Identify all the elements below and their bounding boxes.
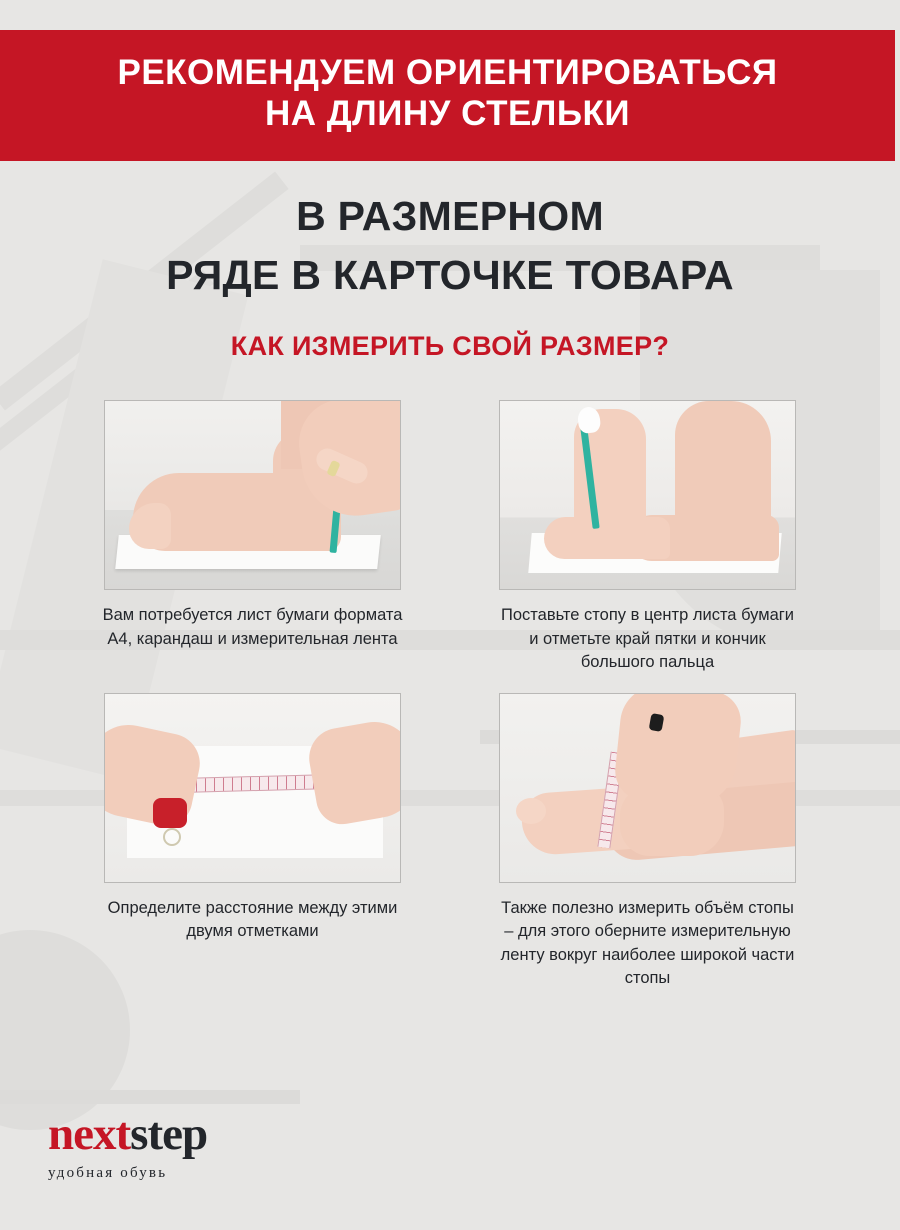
tape-around-foot-photo (499, 693, 796, 883)
measuring-tape-on-paper-photo (104, 693, 401, 883)
step-card-4 (470, 693, 825, 991)
step-caption-1: Вам потребуется лист бумаги формата А4, карандаш и измерительная лента (102, 606, 403, 648)
logo-text-step: step (130, 1108, 208, 1160)
brand-logo (48, 1108, 208, 1182)
how-to-measure-question: КАК ИЗМЕРИТЬ СВОЙ РАЗМЕР? (230, 331, 670, 362)
step-card-2 (470, 400, 825, 674)
step-card-1 (75, 400, 430, 674)
step-caption-4: Также полезно измерить объём стопы – для этого оберните измерительную ленту вокруг наиболее широкой части стопы (500, 898, 795, 987)
heading-line-1: В РАЗМЕРНОМ (296, 192, 604, 239)
marking-paper-photo (499, 400, 796, 590)
instruction-steps-grid (75, 400, 825, 990)
heading-line-2: РЯДЕ В КАРТОЧКЕ ТОВАРА (166, 252, 734, 299)
banner-line-1: РЕКОМЕНДУЕМ ОРИЕНТИРОВАТЬСЯ (117, 53, 778, 92)
headings-block (0, 187, 900, 363)
recommendation-banner (0, 30, 895, 161)
step-caption-2: Поставьте стопу в центр листа бумаги и отметьте край пятки и кончик большого пальца (501, 606, 794, 672)
banner-line-2: НА ДЛИНУ СТЕЛЬКИ (264, 94, 631, 134)
step-card-3 (75, 693, 430, 991)
logo-text-next: next (48, 1108, 131, 1160)
step-caption-3: Определите расстояние между этими двумя отметками (107, 898, 398, 941)
foot-with-pencil-photo (104, 400, 401, 590)
logo-tagline: удобная обувь (48, 1165, 168, 1181)
